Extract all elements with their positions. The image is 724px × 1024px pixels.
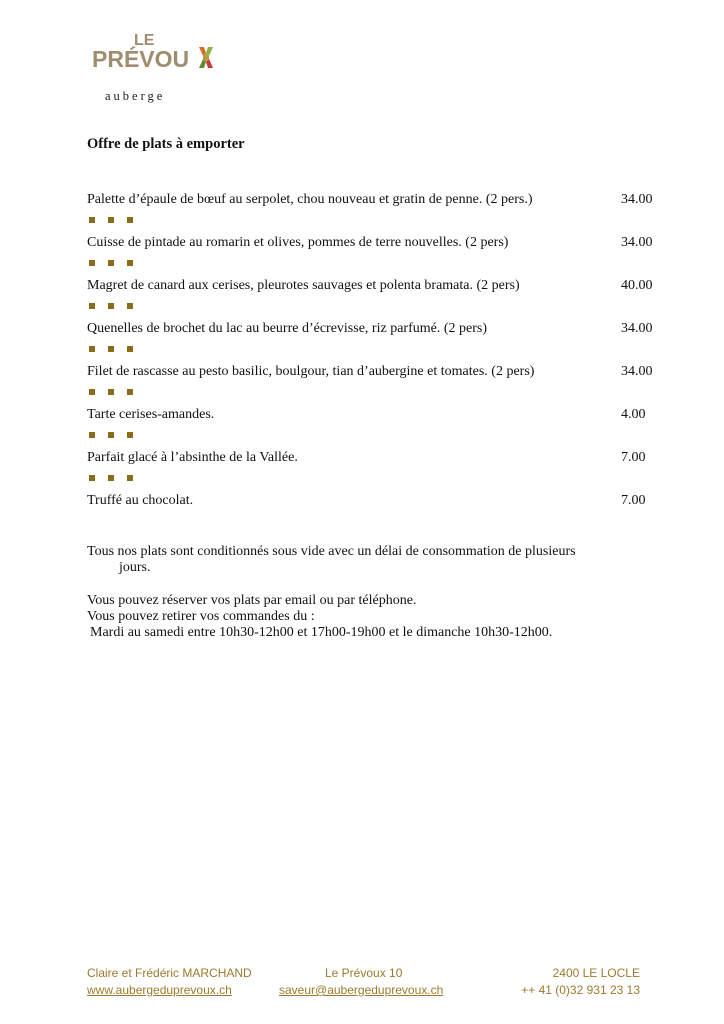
logo-subtitle: auberge: [105, 89, 166, 103]
separator-squares-icon: [87, 253, 662, 275]
footer-address: Le Prévoux 10: [325, 966, 403, 980]
page-footer: [87, 966, 640, 1000]
dish-price: 40.00: [621, 278, 653, 293]
dish-row: [87, 490, 662, 511]
separator-squares-icon: [87, 468, 662, 490]
logo-le-text: LE: [134, 32, 155, 49]
dish-price: 34.00: [621, 321, 653, 336]
reserve-note: Vous pouvez réserver vos plats par email ou par téléphone.: [87, 593, 417, 608]
dish-name: Magret de canard aux cerises, pleurotes sauvages et polenta bramata. (2 pers): [87, 278, 520, 293]
dish-price: 34.00: [621, 235, 653, 250]
dish-name: Cuisse de pintade au romarin et olives, pommes de terre nouvelles. (2 pers): [87, 235, 509, 250]
dish-price: 34.00: [621, 192, 653, 207]
footer-owners: Claire et Frédéric MARCHAND: [87, 966, 252, 980]
dish-price: 34.00: [621, 364, 653, 379]
dish-name: Palette d’épaule de bœuf au serpolet, chou nouveau et gratin de penne. (2 pers.): [87, 192, 533, 207]
dish-row: [87, 275, 662, 296]
dish-price: 7.00: [621, 493, 646, 508]
dish-row: [87, 318, 662, 339]
pickup-note: Vous pouvez retirer vos commandes du :: [87, 609, 315, 624]
page-title: Offre de plats à emporter: [87, 136, 245, 152]
dish-name: Quenelles de brochet du lac au beurre d’écrevisse, riz parfumé. (2 pers): [87, 321, 487, 336]
dish-name: Parfait glacé à l’absinthe de la Vallée.: [87, 450, 298, 465]
dish-row: [87, 361, 662, 382]
email-link[interactable]: saveur@aubergeduprevoux.ch: [279, 983, 444, 997]
footer-phone: ++ 41 (0)32 931 23 13: [521, 983, 640, 997]
separator-squares-icon: [87, 210, 662, 232]
logo-prevoux-text: PRÉVOU: [92, 46, 190, 72]
footer-city: 2400 LE LOCLE: [552, 966, 640, 980]
separator-squares-icon: [87, 382, 662, 404]
dish-name: Tarte cerises-amandes.: [87, 407, 215, 422]
dish-list: [87, 189, 662, 511]
vacuum-note: Tous nos plats sont conditionnés sous vide avec un délai de consommation de plusieurs: [87, 544, 576, 559]
dish-row: [87, 447, 662, 468]
dish-price: 7.00: [621, 450, 646, 465]
opening-hours: Mardi au samedi entre 10h30-12h00 et 17h00-19h00 et le dimanche 10h30-12h00.: [90, 625, 553, 640]
separator-squares-icon: [87, 296, 662, 318]
dish-name: Filet de rascasse au pesto basilic, boulgour, tian d’aubergine et tomates. (2 pers): [87, 364, 535, 379]
website-link[interactable]: www.aubergeduprevoux.ch: [87, 983, 232, 997]
dish-name: Truffé au chocolat.: [87, 493, 194, 508]
vacuum-note-cont: jours.: [119, 560, 151, 575]
notes-section: [87, 544, 657, 641]
logo-x-icon: [199, 47, 213, 68]
dish-price: 4.00: [621, 407, 646, 422]
separator-squares-icon: [87, 425, 662, 447]
dish-row: [87, 232, 662, 253]
dish-row: [87, 189, 662, 210]
separator-squares-icon: [87, 339, 662, 361]
dish-row: [87, 404, 662, 425]
